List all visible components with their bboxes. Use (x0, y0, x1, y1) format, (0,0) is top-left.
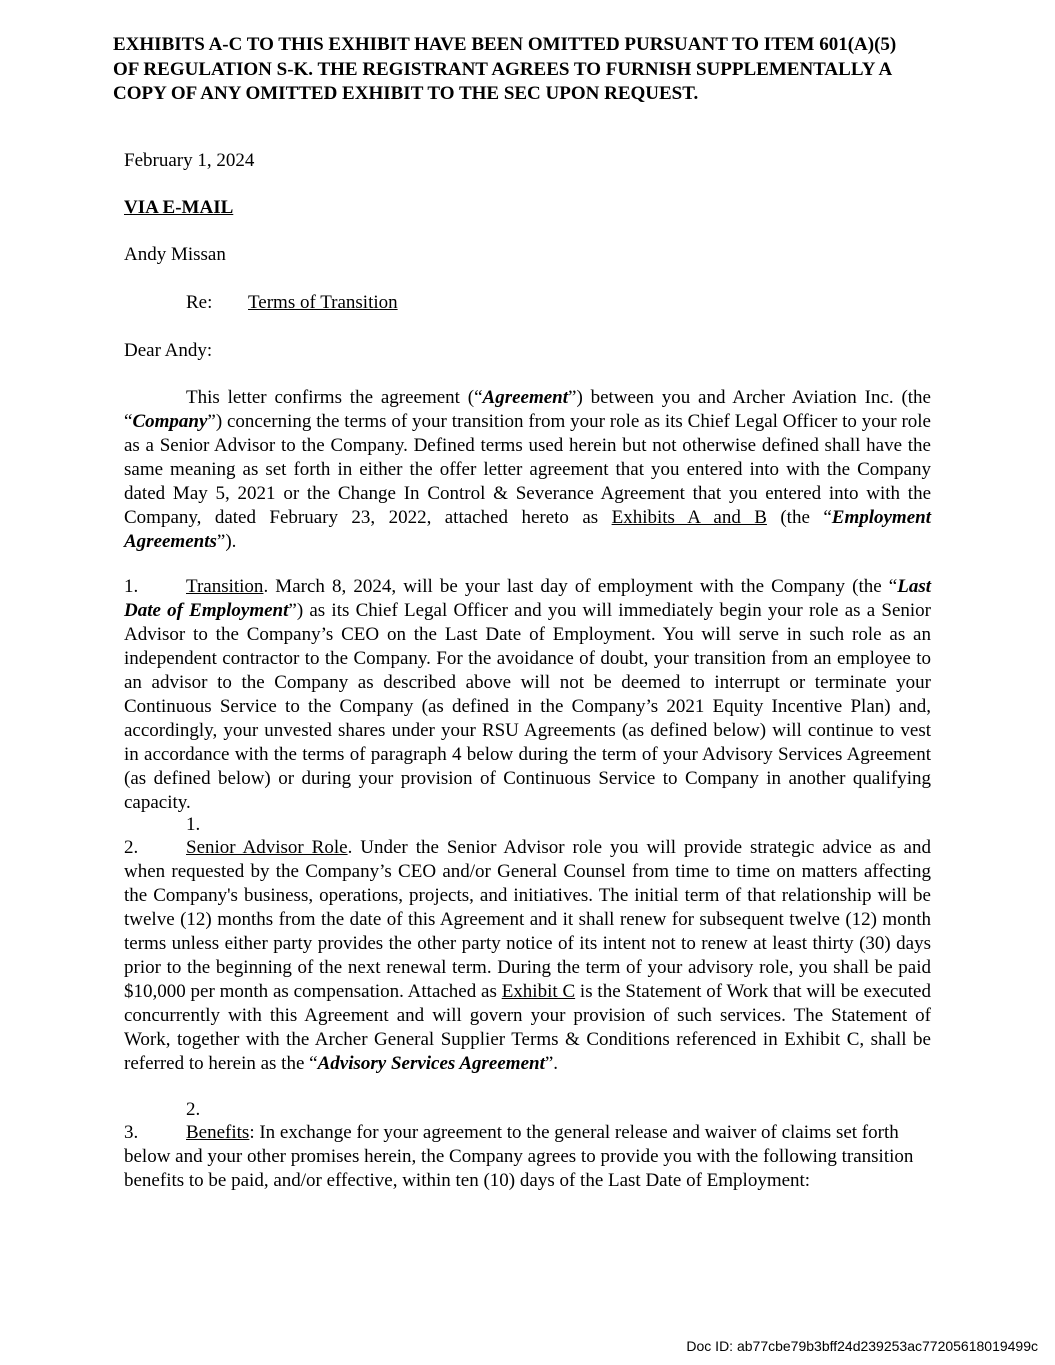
re-subject: Terms of Transition (248, 292, 398, 313)
doc-id-footer: Doc ID: ab77cbe79b3bff24d239253ac77205618019499c (686, 1338, 1038, 1354)
salutation: Dear Andy: (124, 340, 213, 361)
omitted-exhibits-notice: EXHIBITS A-C TO THIS EXHIBIT HAVE BEEN OMITTED PURSUANT TO ITEM 601(A)(5) OF REGULATION S-K. THE REGISTRANT AGREES TO FURNISH SUPPLEMENTALLY A COPY OF ANY OMITTED EXHIBIT TO THE SEC UPON REQUEST. (113, 34, 897, 104)
section-heading: Benefits (186, 1122, 250, 1143)
intro-paragraph: This letter confirms the agreement (“Agreement”) between you and Archer Aviation Inc. (the “Company”) concerning the terms of your transition from your role as its Chief Legal Officer to your role as a Senior Advisor to the Company. Defined terms used herein but not otherwise defined shall have the same meaning as set forth in either the offer letter agreement that you entered into with the Company dated May 5, 2021 or the Change In Control & Severance Agreement that you entered into with the Company, dated February 23, 2022, attached hereto as Exhibits A and B (the “Employment Agreements”). (124, 387, 931, 552)
section-1-transition: 1. Transition. March 8, 2024, will be your last day of employment with the Company (the “Last Date of Employment”) as its Chief Legal Officer and you will immediately begin your role as a Senior Advisor to the Company’s CEO on the Last Date of Employment. You will serve in such role as an independent contractor to the Company. For the avoidance of doubt, your transition from an employee to an advisor to the Company as described above will not be deemed to interrupt or terminate your Continuous Service to the Company (as defined in the Company’s 2021 Equity Incentive Plan) and, accordingly, your unvested shares under your RSU Agreements (as defined below) will continue to vest in accordance with the terms of paragraph 4 below during the term of your Advisory Services Agreement (as defined below) or during your provision of Continuous Service to Company in another qualifying capacity. (124, 576, 931, 813)
section-number: 1. (124, 576, 139, 597)
section-heading: Transition (186, 576, 264, 597)
re-line (186, 291, 398, 315)
section-number: 2. (124, 837, 139, 858)
stray-numbering: 1. (186, 814, 201, 835)
exhibits-a-b-link: Exhibits A and B (611, 507, 767, 528)
re-label: Re: (186, 292, 213, 313)
letter-date: February 1, 2024 (124, 150, 255, 171)
exhibit-c-link: Exhibit C (501, 981, 576, 1002)
section-2-senior-advisor-role: 2. Senior Advisor Role. Under the Senior Advisor role you will provide strategic advice as and when requested by the Company’s CEO and/or General Counsel from time to time on matters affecting the Company's business, operations, projects, and initiatives. The initial term of that relationship will be twelve (12) months from the date of this Agreement and it shall renew for subsequent twelve (12) month terms unless either party provides the other party notice of its intent not to renew at least thirty (30) days prior to the beginning of the next renewal term. During the term of your advisory role, you shall be paid $10,000 per month as compensation. Attached as Exhibit C is the Statement of Work that will be executed concurrently with this Agreement and will govern your provision of such services. The Statement of Work, together with the Archer General Supplier Terms & Conditions referenced in Exhibit C, shall be referred to herein as the “Advisory Services Agreement”. (124, 837, 931, 1074)
section-3-benefits: 3. Benefits: In exchange for your agreement to the general release and waiver of claims set forth below and your other promises herein, the Company agrees to provide you with the following transition benefits to be paid, and/or effective, within ten (10) days of the Last Date of Employment: (124, 1122, 914, 1191)
delivery-method: VIA E-MAIL (124, 197, 234, 218)
section-heading: Senior Advisor Role (186, 837, 348, 858)
recipient-name: Andy Missan (124, 244, 226, 265)
stray-numbering: 2. (186, 1099, 201, 1120)
section-number: 3. (124, 1122, 139, 1143)
